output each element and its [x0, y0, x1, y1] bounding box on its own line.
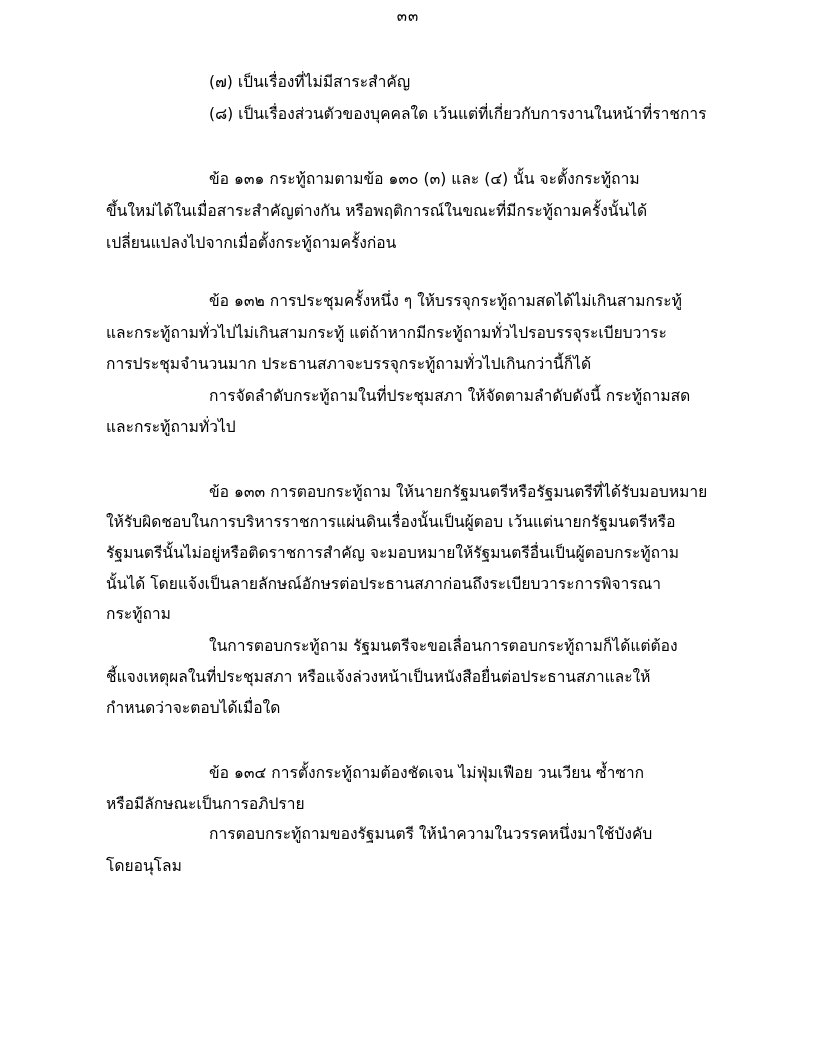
section-134-line-1: ข้อ ๑๓๔ การตั้งกระทู้ถามต้องชัดเจน ไม่ฟุ่มเฟือย วนเวียน ซ้ำซาก	[209, 764, 645, 782]
section-132-line-3: การประชุมจำนวนมาก ประธานสภาจะบรรจุกระทู้ถามทั่วไปเกินกว่านี้ก็ได้	[106, 355, 592, 373]
section-132-line-5: และกระทู้ถามทั่วไป	[106, 418, 236, 436]
section-133-line-2: ให้รับผิดชอบในการบริหารราชการแผ่นดินเรื่องนั้นเป็นผู้ตอบ เว้นแต่นายกรัฐมนตรีหรือ	[106, 513, 676, 531]
section-132-line-2: และกระทู้ถามทั่วไปไม่เกินสามกระทู้ แต่ถ้าหากมีกระทู้ถามทั่วไปรอบรรจุระเบียบวาระ	[106, 324, 667, 342]
section-134-line-2: หรือมีลักษณะเป็นการอภิปราย	[106, 795, 305, 813]
list-item-8: (๘) เป็นเรื่องส่วนตัวของบุคคลใด เว้นแต่ที่เกี่ยวกับการงานในหน้าที่ราชการ	[209, 105, 707, 123]
section-133-line-5: กระทู้ถาม	[106, 605, 171, 623]
section-131-line-1: ข้อ ๑๓๑ กระทู้ถามตามข้อ ๑๓๐ (๓) และ (๔) นั้น จะตั้งกระทู้ถาม	[209, 170, 640, 188]
section-133-line-1: ข้อ ๑๓๓ การตอบกระทู้ถาม ให้นายกรัฐมนตรีหรือรัฐมนตรีที่ได้รับมอบหมาย	[209, 483, 708, 501]
section-133-line-6: ในการตอบกระทู้ถาม รัฐมนตรีจะขอเลื่อนการตอบกระทู้ถามก็ได้แต่ต้อง	[209, 637, 678, 655]
section-133-line-8: กำหนดว่าจะตอบได้เมื่อใด	[106, 699, 281, 717]
section-133-line-7: ชี้แจงเหตุผลในที่ประชุมสภา หรือแจ้งล่วงหน้าเป็นหนังสือยื่นต่อประธานสภาและให้	[106, 668, 651, 686]
section-131-line-2: ขึ้นใหม่ได้ในเมื่อสาระสำคัญต่างกัน หรือพฤติการณ์ในขณะที่มีกระทู้ถามครั้งนั้นได้	[106, 202, 648, 220]
section-134-line-3: การตอบกระทู้ถามของรัฐมนตรี ให้นำความในวรรคหนึ่งมาใช้บังคับ	[209, 825, 653, 843]
page-number: ๓๓	[396, 7, 420, 25]
section-134-line-4: โดยอนุโลม	[106, 857, 182, 875]
section-132-line-1: ข้อ ๑๓๒ การประชุมครั้งหนึ่ง ๆ ให้บรรจุกระทู้ถามสดได้ไม่เกินสามกระทู้	[209, 292, 682, 310]
section-132-line-4: การจัดลำดับกระทู้ถามในที่ประชุมสภา ให้จัดตามลำดับดังนี้ กระทู้ถามสด	[209, 387, 691, 405]
section-133-line-3: รัฐมนตรีนั้นไม่อยู่หรือติดราชการสำคัญ จะมอบหมายให้รัฐมนตรีอื่นเป็นผู้ตอบกระทู้ถาม	[106, 544, 680, 562]
section-131-line-3: เปลี่ยนแปลงไปจากเมื่อตั้งกระทู้ถามครั้งก่อน	[106, 234, 397, 252]
list-item-7: (๗) เป็นเรื่องที่ไม่มีสาระสำคัญ	[209, 73, 411, 91]
section-133-line-4: นั้นได้ โดยแจ้งเป็นลายลักษณ์อักษรต่อประธานสภาก่อนถึงระเบียบวาระการพิจารณา	[106, 575, 662, 593]
